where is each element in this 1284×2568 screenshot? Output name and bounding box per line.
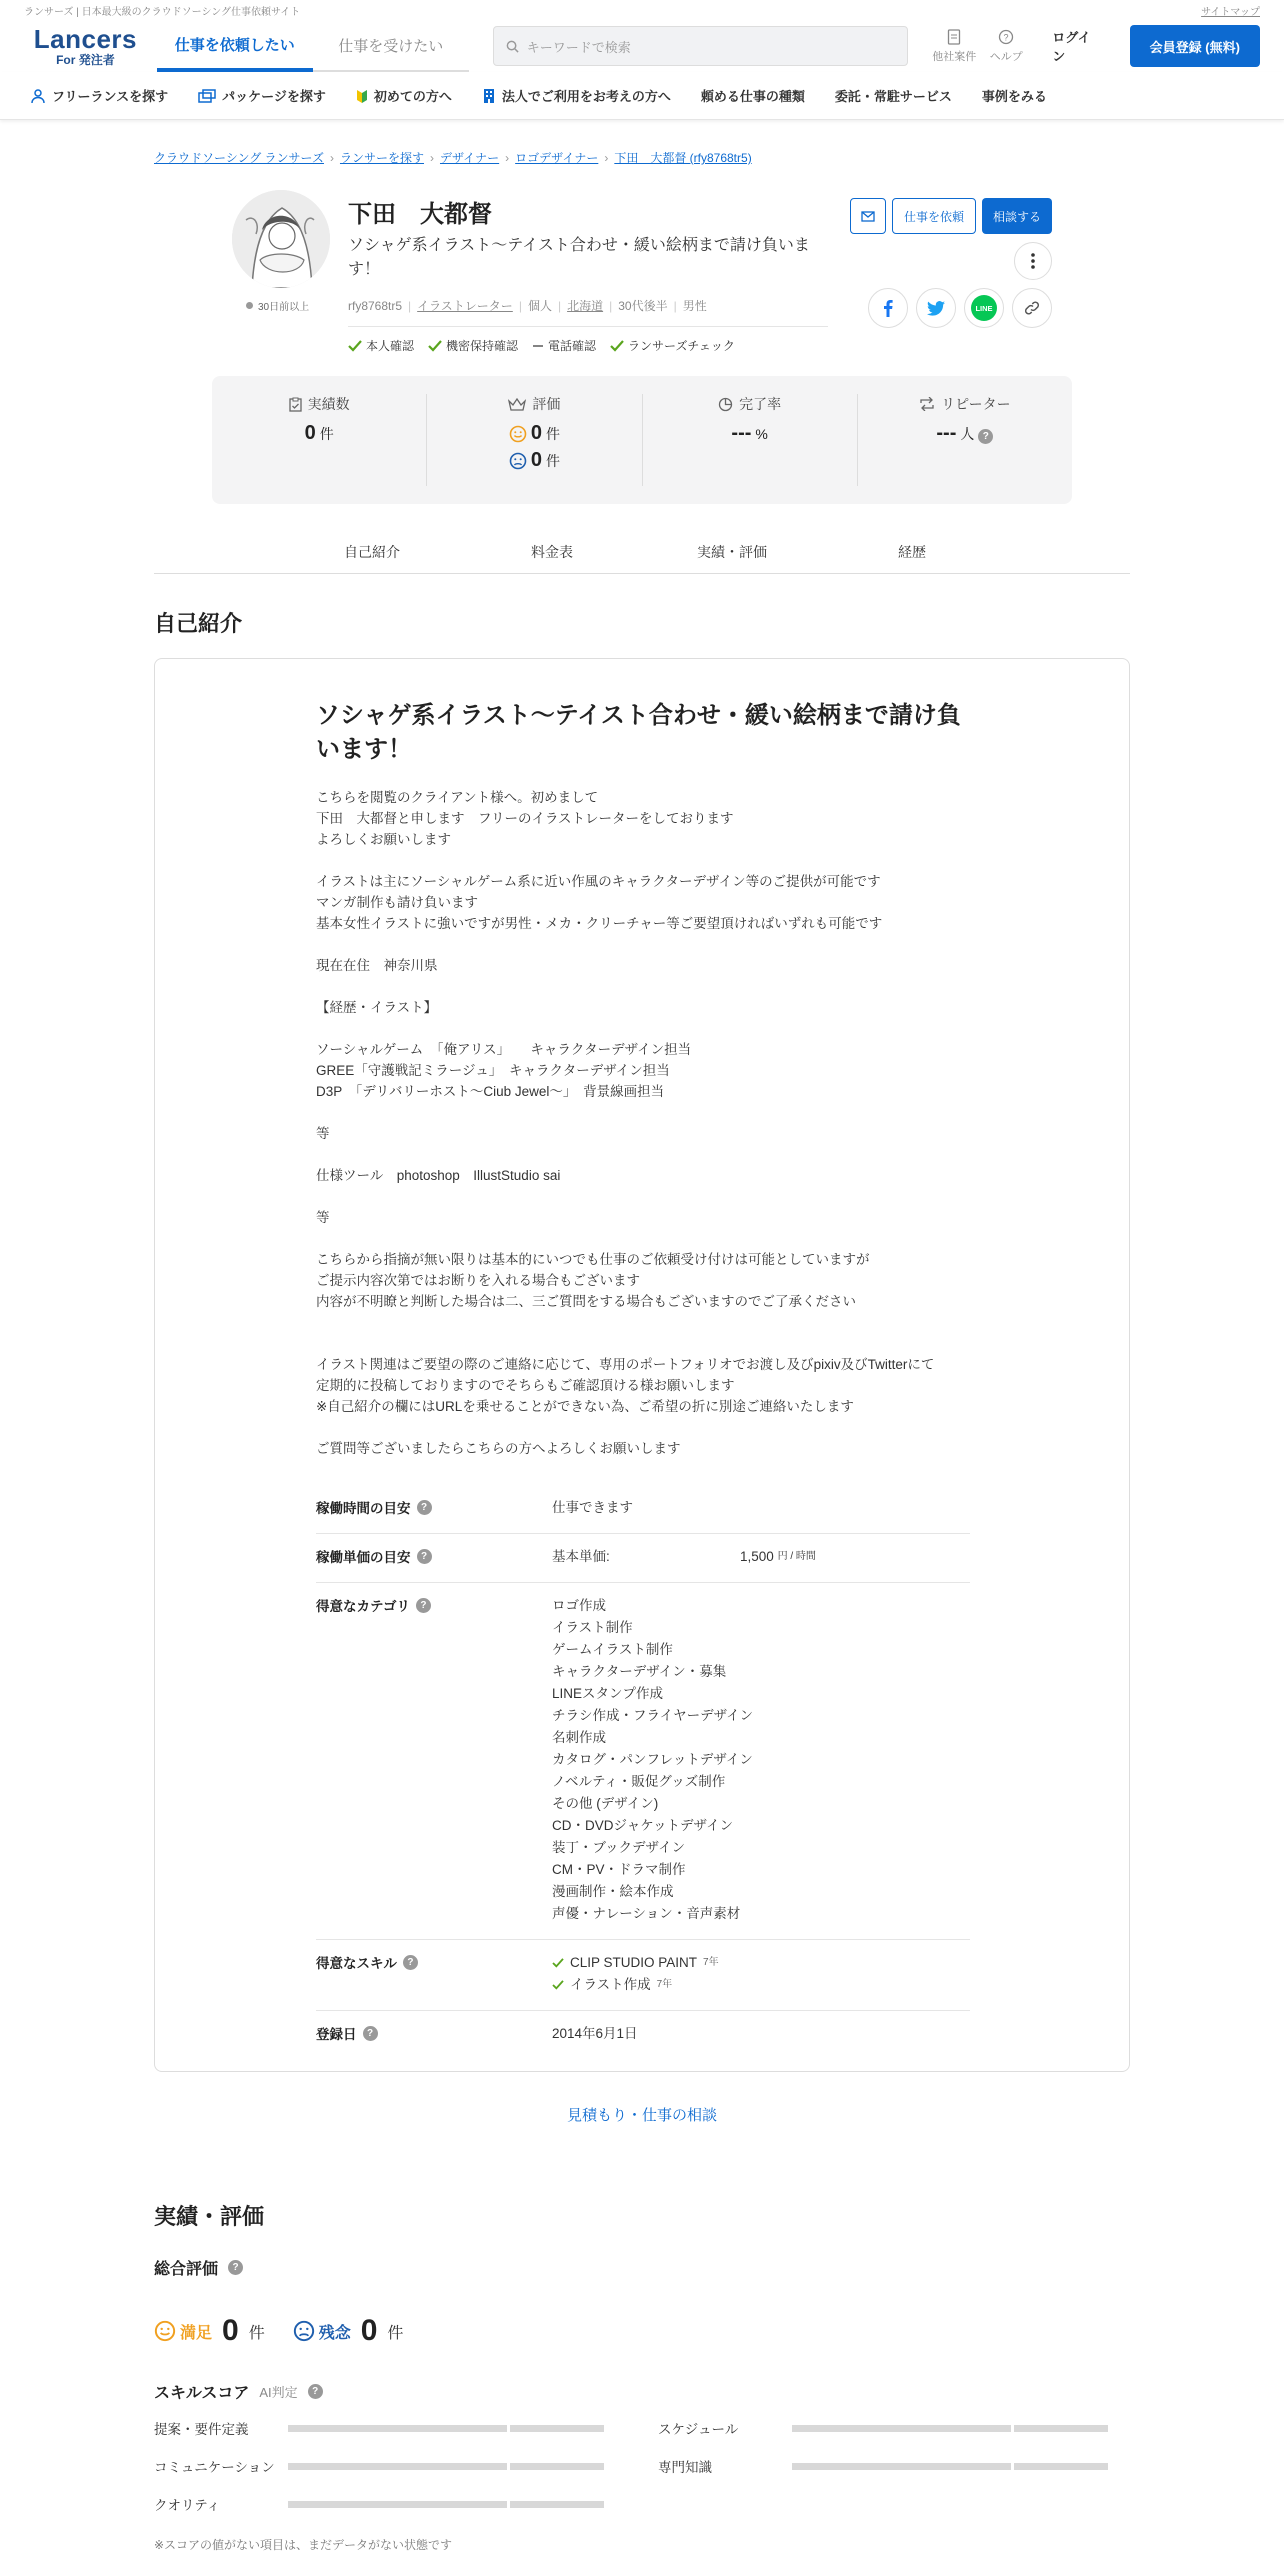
- search-icon: [506, 40, 519, 53]
- mail-icon: [861, 211, 875, 222]
- facebook-icon: [883, 299, 893, 317]
- help-icon[interactable]: ?: [417, 1500, 432, 1515]
- check-icon: [348, 340, 362, 352]
- global-nav: [0, 72, 1284, 120]
- intro-title: ソシャゲ系イラスト～テイスト合わせ・緩い絵柄まで請け負います！: [316, 702, 961, 763]
- overall-rating: 満足 0 件 残念 0 件: [154, 2314, 421, 2348]
- beginner-leaf-icon: [356, 88, 368, 104]
- score-row: コミュニケーション: [154, 2456, 604, 2476]
- check-icon: [552, 1958, 564, 1968]
- tab-results[interactable]: 実績・評価: [697, 543, 767, 560]
- nav-label: 委託・常駐サービス: [834, 89, 952, 104]
- pie-chart-icon: [718, 397, 733, 412]
- nav-label: パッケージを探す: [222, 89, 326, 104]
- register-button[interactable]: 会員登録 (無料): [1130, 25, 1260, 67]
- stat-value: ---: [731, 422, 752, 444]
- rate-value: 1,500: [740, 1549, 774, 1564]
- help-icon[interactable]: ?: [416, 1598, 431, 1613]
- detail-label: 稼働単価の目安: [316, 1550, 411, 1565]
- help-icon[interactable]: ?: [228, 2260, 243, 2275]
- nav-label: 法人でご利用をお考えの方へ: [501, 89, 671, 104]
- building-icon: [482, 88, 496, 104]
- stat-unit: %: [755, 426, 768, 442]
- overall-rating-heading: 総合評価 ?: [154, 2256, 243, 2279]
- category-item: CD・DVDジャケットデザイン: [552, 1818, 734, 1833]
- score-row: スケジュール: [658, 2418, 1108, 2438]
- rate-key: 基本単価:: [552, 1549, 610, 1564]
- detail-value: 仕事できます: [552, 1500, 633, 1515]
- sad-icon: [293, 2320, 315, 2342]
- skill-score-heading: スキルスコア AI判定 ?: [154, 2380, 323, 2403]
- stat-label: 実績数: [307, 396, 350, 412]
- share-buttons: [868, 288, 1052, 328]
- consult-button[interactable]: 相談する: [982, 198, 1052, 234]
- score-bar: [792, 2425, 1108, 2432]
- help-icon[interactable]: ?: [417, 1549, 432, 1564]
- category-item: 名刺作成: [552, 1730, 606, 1745]
- smile-icon: [509, 425, 527, 443]
- status-text: 30日前以上: [258, 302, 310, 313]
- request-work-button[interactable]: 仕事を依頼: [892, 198, 976, 234]
- good-count: 0: [530, 422, 542, 444]
- stat-label: リピーター: [941, 396, 1011, 412]
- bad-rating: 残念: [293, 2320, 351, 2343]
- help-label: ヘルプ: [989, 50, 1023, 63]
- check-icon: [552, 1980, 564, 1990]
- stat-label: 評価: [532, 396, 561, 412]
- twitter-share-button[interactable]: [916, 288, 956, 328]
- dash-icon: [532, 340, 544, 352]
- category-item: チラシ作成・フライヤーデザイン: [552, 1708, 754, 1723]
- breadcrumb-item[interactable]: ランサーを探す: [339, 151, 424, 165]
- verification-item: ランサーズチェック: [610, 337, 735, 354]
- stat-rating: 評価 0 件 0 件: [427, 394, 642, 486]
- chevron-right-icon: ›: [505, 150, 510, 165]
- crown-icon: [508, 398, 526, 411]
- twitter-icon: [927, 301, 945, 316]
- nav-corporate[interactable]: [482, 86, 671, 105]
- category-item: その他 (デザイン): [552, 1796, 659, 1811]
- skill-years: 7年: [703, 1957, 719, 1968]
- good-rating: 満足: [154, 2320, 212, 2343]
- stat-label: 完了率: [739, 396, 782, 412]
- chevron-right-icon: ›: [329, 150, 334, 165]
- breadcrumb-item[interactable]: ロゴデザイナー: [515, 151, 599, 165]
- profile-name: 下田 大都督: [348, 201, 492, 228]
- profile-actions: [850, 198, 1052, 234]
- help-button[interactable]: [980, 29, 1032, 64]
- search-input[interactable]: [493, 26, 908, 66]
- kebab-menu-icon: [1031, 253, 1035, 269]
- category-item: カタログ・パンフレットデザイン: [552, 1752, 753, 1767]
- nav-find-freelancer[interactable]: [30, 86, 168, 105]
- score-row: 提案・要件定義: [154, 2418, 604, 2438]
- detail-label: 得意なカテゴリ: [316, 1599, 410, 1614]
- breadcrumb-item[interactable]: デザイナー: [439, 151, 500, 165]
- category-item: 装丁・ブックデザイン: [552, 1840, 686, 1855]
- stat-value: ---: [936, 422, 957, 444]
- chevron-right-icon: ›: [604, 150, 609, 165]
- category-item: ロゴ作成: [552, 1598, 606, 1613]
- stat-completion: [643, 394, 858, 486]
- intro-body: こちらを閲覧のクライアント様へ。初めまして 下田 大都督と申します フリーのイラストレーターをしております よろしくお願いします イラストは主にソーシャルゲーム系に近い作風のキャラクターデザイン等のご提供が可能です マンガ制作も請け負います 基本女性イラストに強いですが男性・メカ・クリーチャー等ご要望頂ければいずれも可能です 現在在住 神奈川県 【経歴・イラスト】 ソーシャルゲーム 「俺アリス」 キャラクターデザイン担当 GREE「守護戦記ミラージュ」 キャラクターデザイン担当 D3P 「デリバリーホスト～Ciub Jewel～」 背景線画担当 等 仕様ツール photoshop IllustStudio sai 等 こちらから指摘が無い限りは基本的にいつでも仕事のご依頼受け付けは可能としていますが ご提示内容次第ではお断りを入れる場合もございます 内容が不明瞭と判断した場合は二、三ご質問をする場合もございますのでご了承ください イラスト関連はご要望の際のご連絡に応じて、専用のポートフォリオでお渡し及びpixiv及びTwitterにて 定期的に投稿しておりますのでそちらもご確認頂ける様お願いします ※自己紹介の欄にはURLを乗せることができない為、ご希望の折に別途ご連絡いたします ご質問等ございましたらこちらの方へよろしくお願いします: [316, 790, 935, 1456]
- line-share-button[interactable]: [964, 288, 1004, 328]
- svg-text:?: ?: [1003, 32, 1009, 42]
- breadcrumb-item[interactable]: クラウドソーシング ランサーズ: [154, 151, 324, 165]
- score-bar: [792, 2463, 1108, 2470]
- sitemap-link[interactable]: サイトマップ: [1201, 6, 1260, 18]
- stats-panel: [212, 376, 1072, 504]
- check-icon: [610, 340, 624, 352]
- skill-years: 7年: [656, 1979, 673, 1990]
- nav-label: 初めての方へ: [373, 89, 452, 104]
- logo-main: Lancers: [33, 24, 138, 54]
- help-icon[interactable]: ?: [308, 2384, 323, 2399]
- verification-item: 機密保持確認: [428, 337, 518, 354]
- good-count: 0: [222, 2314, 239, 2347]
- person-icon: [30, 88, 46, 104]
- tab-introduction[interactable]: 自己紹介: [344, 543, 400, 560]
- area-link[interactable]: 北海道: [567, 299, 604, 313]
- detail-label: 稼働時間の目安: [316, 1501, 411, 1516]
- line-icon: [971, 295, 997, 321]
- estimate-consult-link[interactable]: 見積もり・仕事の相談: [566, 2107, 717, 2124]
- stat-results: [212, 394, 427, 486]
- copy-link-button[interactable]: [1012, 288, 1052, 328]
- intro-card: [154, 658, 1130, 2072]
- account-type: 個人: [527, 299, 552, 313]
- detail-registered: [316, 2011, 970, 2059]
- verification-item: 電話確認: [532, 337, 596, 354]
- detail-value: 2014年6月1日: [552, 2026, 638, 2041]
- bad-count: 0: [360, 2314, 378, 2347]
- score-row: 専門知識: [658, 2456, 1108, 2476]
- skill-name: CLIP STUDIO PAINT: [570, 1955, 698, 1970]
- detail-hours: [316, 1485, 970, 1534]
- stat-unit: 人: [960, 426, 975, 442]
- detail-categories: [316, 1583, 970, 1940]
- category-item: ゲームイラスト制作: [552, 1642, 673, 1657]
- score-bar: [288, 2501, 604, 2508]
- package-icon: [198, 88, 216, 104]
- reviews-heading: 実績・評価: [154, 2204, 265, 2229]
- profile-catchphrase: ソシャゲ系イラスト～テイスト合わせ・緩い絵柄まで請け負います！: [348, 237, 810, 278]
- facebook-share-button[interactable]: [868, 288, 908, 328]
- skill-name: イラスト作成: [570, 1977, 651, 1992]
- category-item: 漫画制作・絵本作成: [552, 1884, 674, 1899]
- detail-label: 得意なスキル: [316, 1956, 397, 1971]
- job-link[interactable]: イラストレーター: [417, 299, 513, 313]
- site-tagline: ランサーズ | 日本最大級のクラウドソーシング仕事依頼サイト: [24, 6, 301, 18]
- link-icon: [1024, 300, 1040, 316]
- stat-unit: 件: [319, 426, 334, 442]
- category-list: [552, 1595, 970, 1925]
- category-item: 声優・ナレーション・音声素材: [552, 1906, 741, 1921]
- tab-pricing[interactable]: 料金表: [531, 543, 573, 560]
- other-jobs-label: 他社案件: [932, 50, 977, 63]
- nav-job-types[interactable]: [701, 86, 805, 105]
- profile-tabs: [154, 530, 1130, 574]
- other-jobs-button[interactable]: [928, 29, 980, 64]
- category-item: ノベルティ・販促グッズ制作: [552, 1774, 726, 1789]
- search-placeholder: キーワードで検索: [526, 39, 631, 55]
- login-link[interactable]: ログイン: [1052, 30, 1091, 64]
- chevron-right-icon: ›: [429, 150, 434, 165]
- detail-rate: [316, 1534, 970, 1583]
- profile-header: [232, 190, 1052, 370]
- intro-heading: 自己紹介: [154, 611, 243, 636]
- detail-skills: [316, 1940, 970, 2011]
- user-id: rfy8768tr5: [348, 298, 403, 313]
- profile-details: [316, 1485, 970, 2059]
- nav-find-package[interactable]: [198, 86, 326, 105]
- verifications: [348, 326, 828, 354]
- score-bar: [288, 2463, 604, 2470]
- breadcrumb-item[interactable]: 下田 大都督 (rfy8768tr5): [614, 151, 752, 165]
- header: [0, 20, 1284, 72]
- tab-career[interactable]: 経歴: [898, 543, 926, 560]
- bad-count: 0: [530, 449, 542, 471]
- online-status: [246, 298, 309, 313]
- document-icon: [947, 29, 961, 45]
- help-icon: [998, 29, 1014, 45]
- message-button[interactable]: [850, 198, 886, 234]
- nav-label: 頼める仕事の種類: [700, 89, 805, 104]
- age: 30代後半: [618, 299, 668, 313]
- breadcrumb: [154, 149, 752, 166]
- role-tabs: [157, 20, 469, 72]
- svg-text:LINE: LINE: [975, 304, 993, 313]
- nav-label: フリーランスを探す: [52, 89, 169, 104]
- detail-label: 登録日: [316, 2027, 357, 2042]
- smile-icon: [154, 2320, 176, 2342]
- repeat-icon: [919, 397, 935, 411]
- nav-label: 事例をみる: [981, 89, 1047, 104]
- lancers-logo[interactable]: [24, 26, 147, 66]
- help-icon[interactable]: ?: [403, 1955, 418, 1970]
- avatar: [232, 190, 330, 288]
- check-icon: [428, 340, 442, 352]
- category-item: LINEスタンプ作成: [552, 1686, 664, 1701]
- nav-beginners[interactable]: [356, 86, 452, 105]
- score-bar: [288, 2425, 604, 2432]
- top-strip: [0, 0, 1284, 20]
- category-item: CM・PV・ドラマ制作: [552, 1862, 686, 1877]
- stat-value: 0: [304, 422, 316, 444]
- sad-icon: [509, 452, 527, 470]
- tab-worker[interactable]: 仕事を受けたい: [313, 20, 469, 72]
- skill-item: [552, 1974, 970, 1996]
- category-item: イラスト制作: [552, 1620, 633, 1635]
- category-item: キャラクターデザイン・募集: [552, 1664, 727, 1679]
- stat-repeater: [858, 394, 1072, 486]
- logo-sub: For 発注者: [56, 53, 115, 67]
- status-dot-icon: [246, 302, 253, 309]
- skill-item: [552, 1952, 970, 1974]
- profile-meta: rfy8768tr5 | イラストレーター | 個人 | 北海道 | 30代後半 | 男性: [348, 298, 707, 313]
- gender: 男性: [682, 299, 707, 313]
- help-icon[interactable]: ?: [978, 429, 993, 444]
- nav-outsourcing[interactable]: [835, 86, 952, 105]
- score-row: クオリティ: [154, 2494, 604, 2514]
- more-menu-button[interactable]: [1014, 242, 1052, 280]
- clipboard-icon: [289, 397, 302, 412]
- rate-unit: 円 / 時間: [777, 1551, 816, 1562]
- verification-item: 本人確認: [348, 337, 414, 354]
- score-note: ※スコアの値がない項目は、まだデータがない状態です: [154, 2538, 453, 2552]
- tab-client[interactable]: 仕事を依頼したい: [157, 20, 313, 72]
- nav-case-studies[interactable]: [982, 86, 1047, 105]
- help-icon[interactable]: ?: [363, 2026, 378, 2041]
